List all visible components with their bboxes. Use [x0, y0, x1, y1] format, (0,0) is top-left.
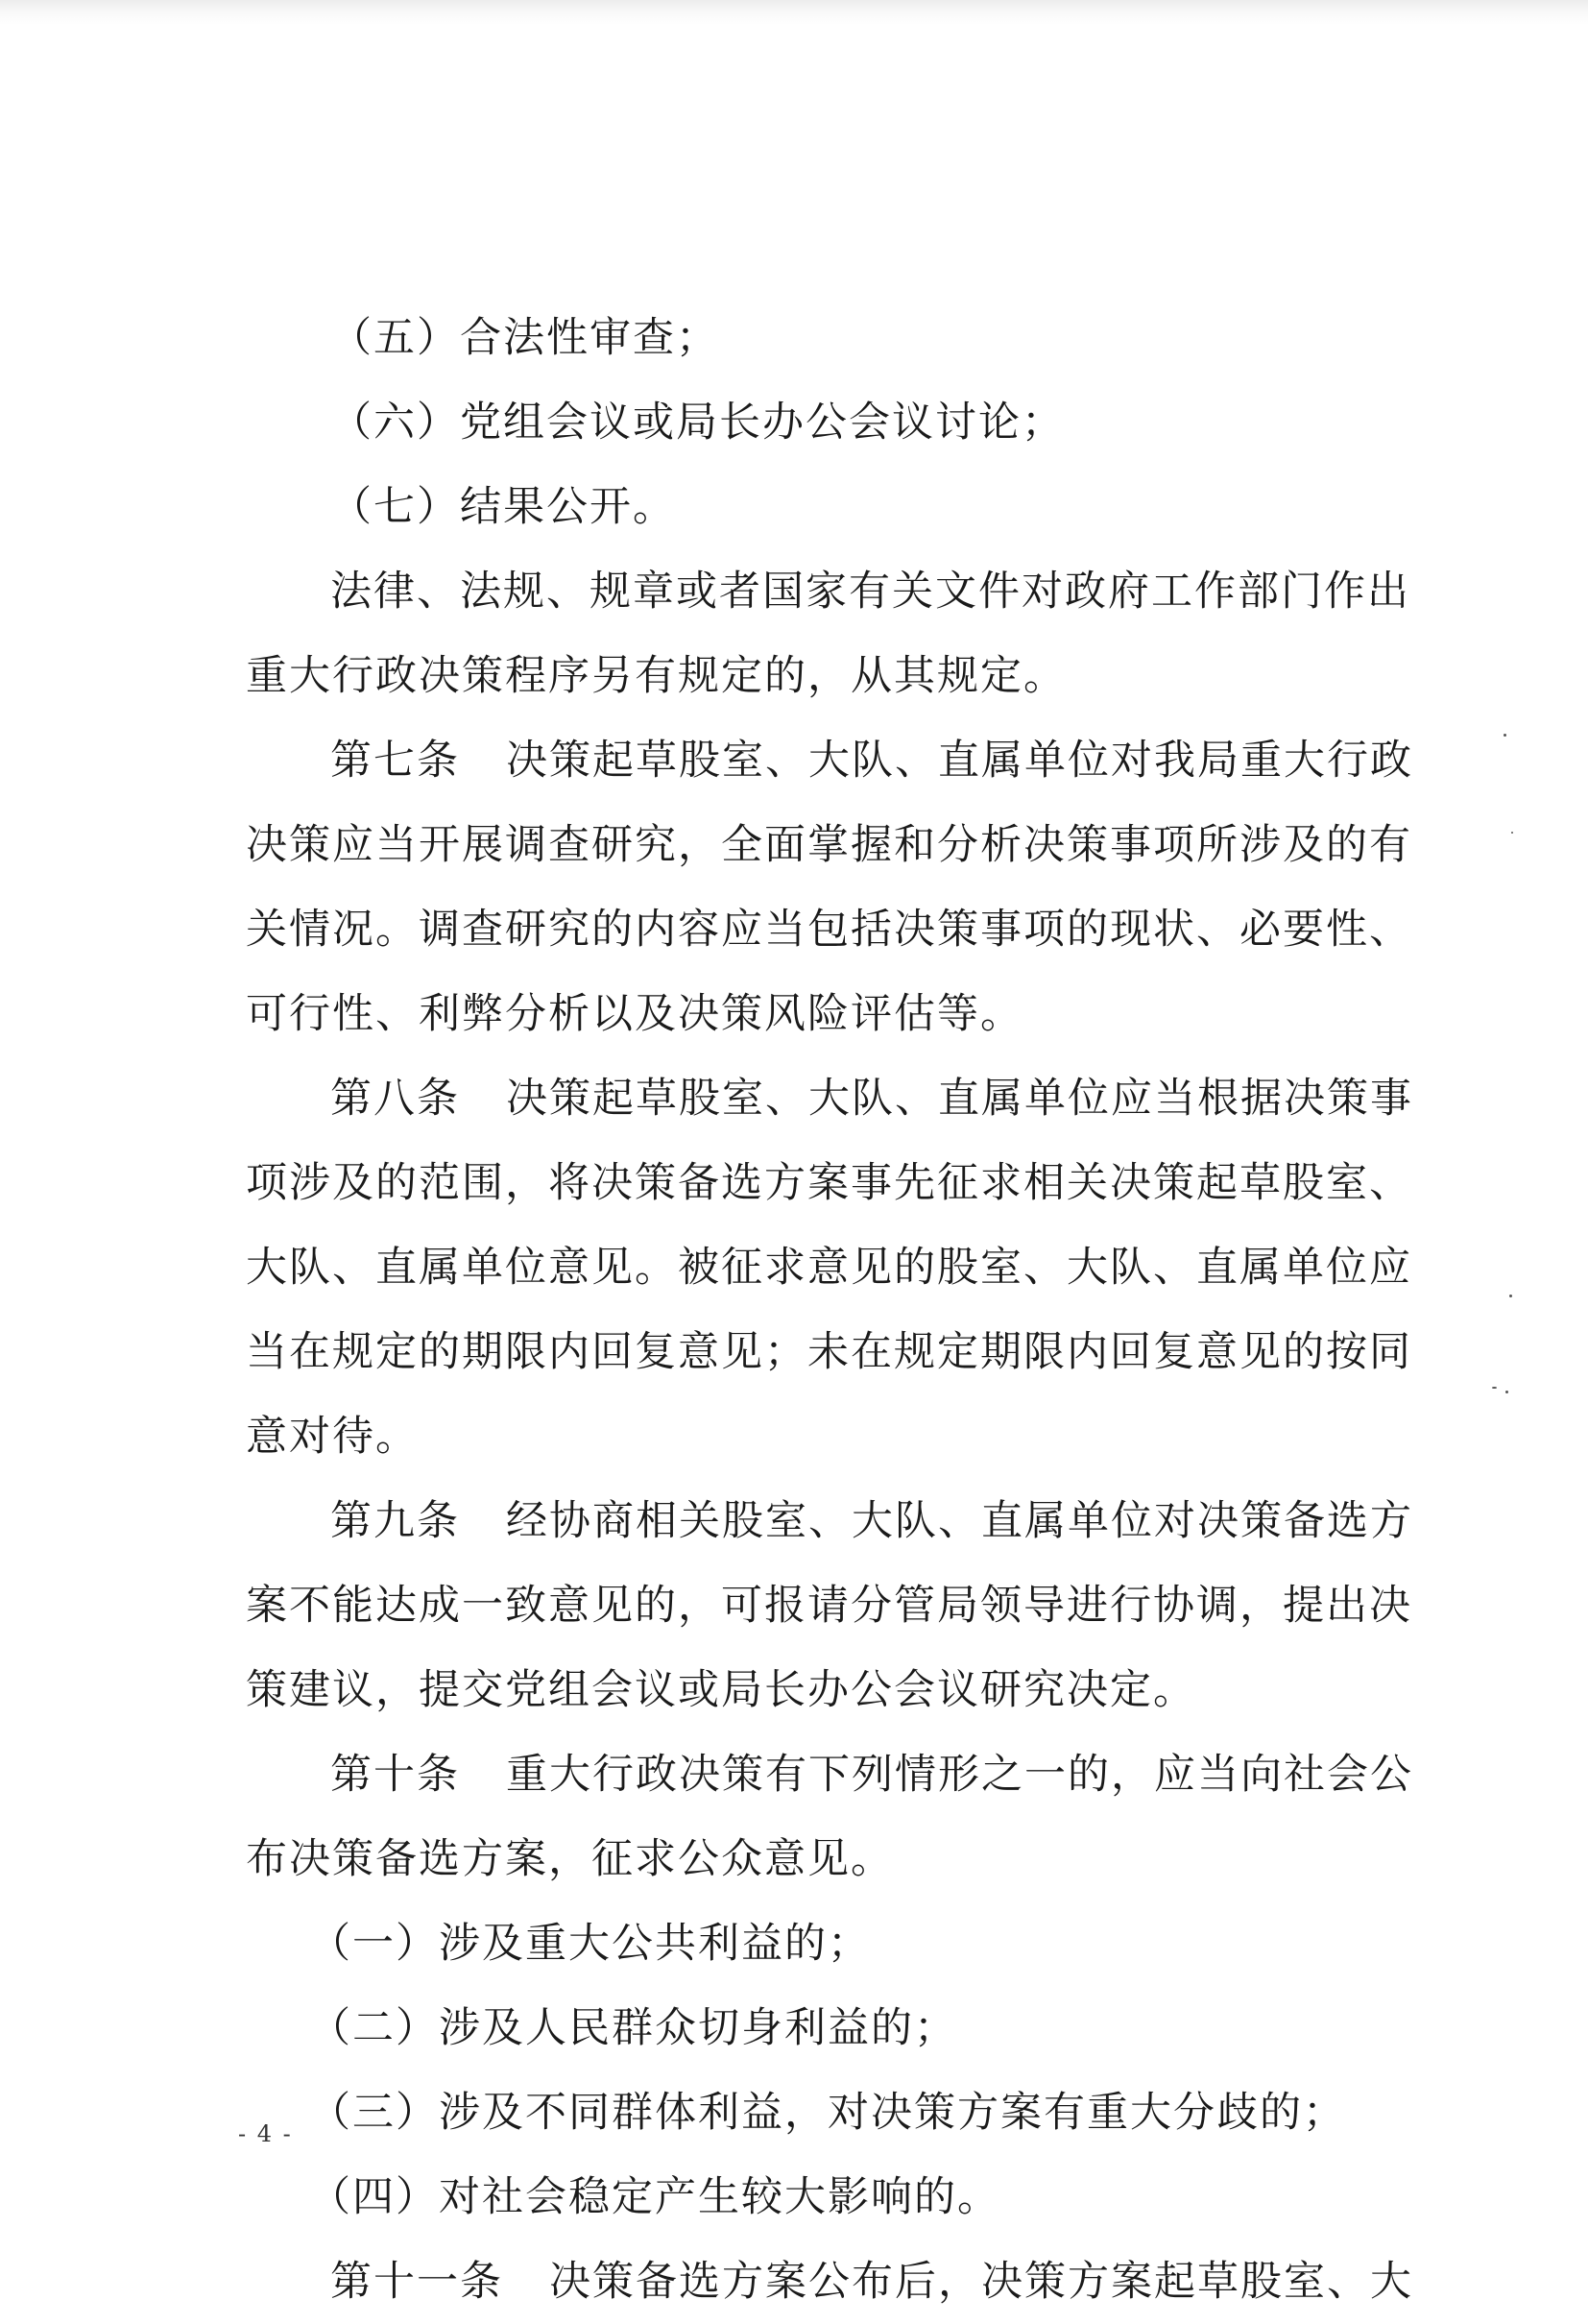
article-7-heading-line: 第七条 决策起草股室、大队、直属单位对我局重大行政: [330, 737, 1413, 785]
scan-speck: [1509, 1295, 1512, 1297]
scan-speck: [1505, 1391, 1508, 1393]
article-7-number: 第七条: [330, 737, 460, 785]
list-item-3: （三）涉及不同群体利益，对决策方案有重大分歧的；: [309, 2089, 1346, 2137]
article-9-heading-line: 第九条 经协商相关股室、大队、直属单位对决策备选方: [330, 1497, 1413, 1545]
paragraph-line: 案不能达成一致意见的，可报请分管局领导进行协调，提出决: [246, 1582, 1412, 1630]
paragraph-line: 当在规定的期限内回复意见；未在规定期限内回复意见的按同: [246, 1328, 1412, 1376]
list-item-4: （四）对社会稳定产生较大影响的。: [309, 2173, 1000, 2221]
article-11-heading-line: 第十一条 决策备选方案公布后，决策方案起草股室、大: [330, 2258, 1413, 2306]
article-11-number: 第十一条: [330, 2258, 503, 2306]
article-8-heading-line: 第八条 决策起草股室、大队、直属单位应当根据决策事: [330, 1075, 1413, 1123]
list-item-2: （二）涉及人民群众切身利益的；: [309, 2004, 957, 2052]
paragraph-line: 策建议，提交党组会议或局长办公会议研究决定。: [246, 1666, 1196, 1714]
list-item-7: （七）结果公开。: [330, 483, 676, 531]
article-10-heading-line: 第十条 重大行政决策有下列情形之一的，应当向社会公: [330, 1751, 1413, 1799]
article-8-number: 第八条: [330, 1075, 460, 1123]
page-number: - 4 -: [238, 2120, 293, 2147]
scan-speck: [1511, 832, 1513, 834]
paragraph-line: 项涉及的范围，将决策备选方案事先征求相关决策起草股室、: [246, 1159, 1412, 1207]
paragraph-line: 决策应当开展调查研究，全面掌握和分析决策事项所涉及的有: [246, 821, 1412, 869]
paragraph-line: 意对待。: [246, 1413, 419, 1461]
list-item-1: （一）涉及重大公共利益的；: [309, 1920, 871, 1968]
paragraph-line: 重大行政决策程序另有规定的，从其规定。: [246, 652, 1067, 700]
article-9-number: 第九条: [330, 1497, 460, 1545]
article-10-number: 第十条: [330, 1751, 460, 1799]
paragraph-line: 可行性、利弊分析以及决策风险评估等。: [246, 990, 1023, 1038]
paragraph-line: 布决策备选方案，征求公众意见。: [246, 1835, 894, 1883]
scan-speck: [1504, 734, 1506, 737]
paragraph-line: 法律、法规、规章或者国家有关文件对政府工作部门作出: [330, 568, 1410, 616]
list-item-6: （六）党组会议或局长办公会议讨论；: [330, 399, 1065, 447]
document-body: [246, 296, 1427, 2324]
paragraph-line: 关情况。调查研究的内容应当包括决策事项的现状、必要性、: [246, 906, 1412, 954]
paragraph-line: 大队、直属单位意见。被征求意见的股室、大队、直属单位应: [246, 1244, 1412, 1292]
scan-speck: [1492, 1387, 1497, 1389]
list-item-5: （五）合法性审查；: [330, 314, 719, 362]
scan-edge-shading: [0, 0, 1588, 25]
